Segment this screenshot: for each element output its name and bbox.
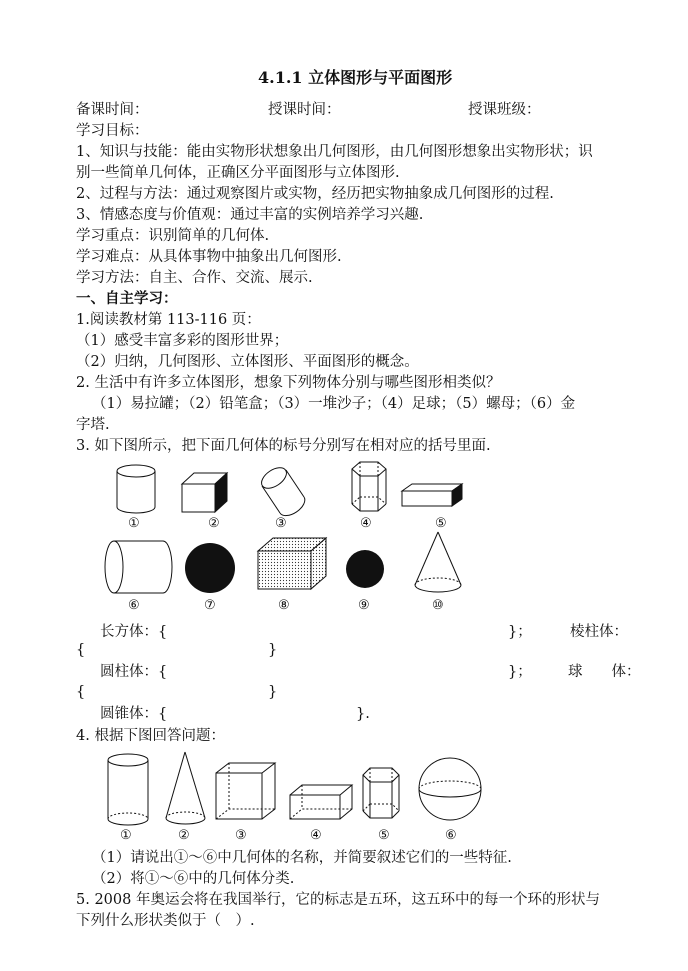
q3-label-3: ③: [275, 516, 287, 531]
section-heading-self-study: 一、自主学习：: [76, 290, 178, 307]
q3-label-7: ⑦: [204, 598, 216, 613]
cuboid-label: 长方体：{: [100, 624, 168, 640]
q4-figure-5-hex-prism: [363, 768, 399, 818]
figure-2-cube: [182, 473, 227, 512]
q4-figure-3-cube: [216, 763, 275, 819]
cone-close: }.: [356, 706, 370, 722]
q4-line: 4. 根据下图回答问题：: [76, 728, 225, 744]
q3-label-2: ②: [208, 516, 220, 531]
objective-2: 2、过程与方法：通过观察图片或实物，经历把实物抽象成几何图形的过程.: [76, 186, 554, 202]
q3-label-6: ⑥: [128, 598, 140, 613]
class-label: 授课班级：: [468, 102, 541, 118]
figure-1-cylinder: [117, 465, 155, 513]
learning-focus: 学习重点：识别简单的几何体.: [76, 228, 270, 244]
prism-close: }: [268, 642, 278, 658]
figure-4-hex-prism: [352, 462, 386, 511]
figure-9-black-sphere: [346, 550, 384, 588]
q4-label-2: ②: [178, 828, 190, 843]
q1-line: 1.阅读教材第 113-116 页：: [76, 312, 261, 328]
q4-figure-1-cylinder: [108, 754, 148, 825]
cuboid-close: }；: [508, 624, 532, 640]
figure-7-black-sphere: [185, 543, 235, 593]
cylinder-close: }；: [508, 664, 532, 680]
q4-label-4: ④: [310, 828, 322, 843]
q2-items-line2: 字塔.: [76, 417, 110, 433]
q1-item-b: （2）归纳，几何图形、立体图形、平面图形的概念。: [76, 354, 419, 370]
page-title: 4.1.1 立体图形与平面图形: [258, 68, 453, 87]
learning-difficulty: 学习难点：从具体事物中抽象出几何图形.: [76, 249, 342, 265]
cone-label: 圆锥体：{: [100, 706, 168, 722]
q4-label-6: ⑥: [445, 828, 457, 843]
q4-item-b: （2）将①～⑥中的几何体分类.: [92, 871, 295, 887]
sphere-close: }: [268, 684, 278, 700]
q4-label-1: ①: [120, 828, 132, 843]
q4-figure-6-sphere: [419, 758, 481, 820]
q3-label-1: ①: [128, 516, 140, 531]
prep-time-label: 备课时间：: [76, 102, 149, 118]
q4-figure-4-cuboid: [290, 785, 352, 819]
figure-3-tilted-cylinder: [258, 464, 305, 516]
cylinder-label: 圆柱体：{: [100, 664, 168, 680]
q4-label-3: ③: [235, 828, 247, 843]
q4-item-a: （1）请说出①～⑥中几何体的名称，并简要叙述它们的一些特征.: [92, 850, 512, 866]
teach-time-label: 授课时间：: [268, 102, 341, 118]
prism-open: {: [76, 642, 86, 658]
q1-item-a: （1）感受丰富多彩的图形世界；: [76, 333, 289, 349]
q4-label-5: ⑤: [378, 828, 390, 843]
q3-label-9: ⑨: [358, 598, 370, 613]
sphere-open: {: [76, 684, 86, 700]
objective-1-line1: 1、知识与技能：能由实物形状想象出几何图形，由几何图形想象出实物形状；识: [76, 144, 593, 160]
prism-label: 棱柱体：: [570, 624, 628, 640]
figure-8-dotted-cuboid: [258, 538, 326, 589]
objective-1-line2: 别一些简单几何体，正确区分平面图形与立体图形.: [76, 165, 400, 181]
objective-3: 3、情感态度与价值观：通过丰富的实例培养学习兴趣.: [76, 207, 424, 223]
q2-line: 2. 生活中有许多立体图形，想象下列物体分别与哪些图形相类似？: [76, 375, 501, 391]
sphere-label: 球 体：: [568, 664, 641, 680]
figure-6-horizontal-cylinder: [105, 541, 172, 593]
objectives-heading: 学习目标：: [76, 123, 149, 139]
q3-line: 3. 如下图所示，把下面几何体的标号分别写在相对应的括号里面.: [76, 438, 491, 454]
q3-label-10: ⑩: [432, 598, 444, 613]
learning-method: 学习方法：自主、合作、交流、展示.: [76, 270, 313, 286]
q5-line2: 下列什么形状类似于（ ）.: [76, 913, 255, 929]
q3-label-5: ⑤: [435, 516, 447, 531]
figure-5-flat-cuboid: [402, 484, 462, 506]
q5-line1: 5. 2008 年奥运会将在我国举行，它的标志是五环，这五环中的每一个环的形状与: [76, 892, 600, 908]
figure-10-cone: [415, 532, 461, 592]
q2-items-line1: （1）易拉罐；（2）铅笔盒；（3）一堆沙子；（4）足球；（5）螺母；（6）金: [92, 396, 576, 412]
q3-label-8: ⑧: [278, 598, 290, 613]
q3-label-4: ④: [360, 516, 372, 531]
q4-figure-2-cone: [166, 752, 205, 824]
